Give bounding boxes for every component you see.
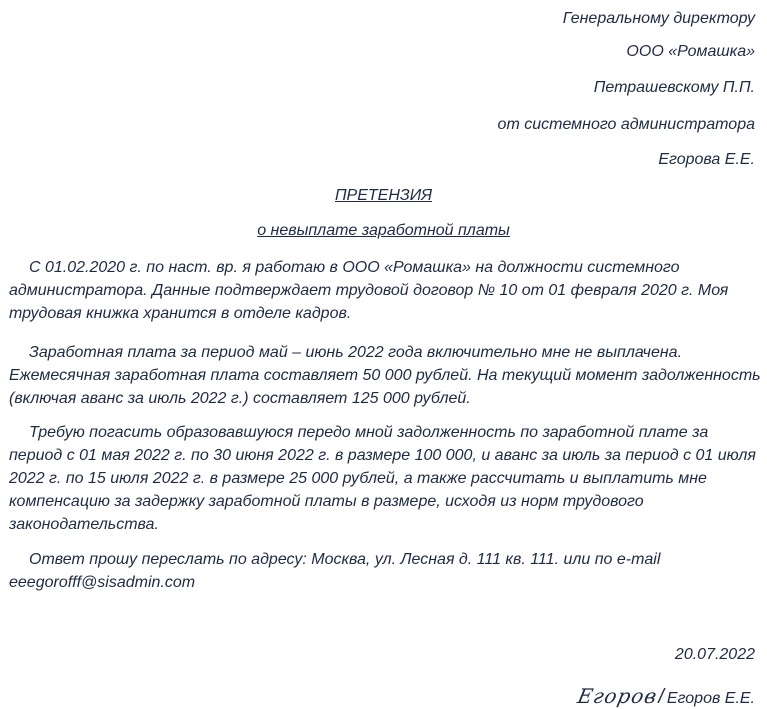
signatory-name: Егоров Е.Е.: [666, 690, 755, 707]
document-title: ПРЕТЕНЗИЯ: [334, 187, 433, 204]
addressee-position: Генеральному директору: [562, 10, 755, 27]
addressee-name: Петрашевскому П.П.: [593, 79, 755, 96]
paragraph-demand: Требую погасить образовавшуюся передо мной задолженность по заработной плате за период с 01 мая 2022 г. по 30 июня 2022 г. в размере 100 000, и аванс за июль за период с 01 июля 2022 г. по 15 июля 2022 г. в размере 25 000 рублей, а также рассчитать и выплатить мне компенсацию за задержку заработной платы в размере, исходя из норм трудового законодательства.: [9, 424, 756, 533]
sender-name: Егорова Е.Е.: [658, 151, 755, 168]
handwritten-signature: Егоров: [575, 684, 660, 708]
signature-separator: /: [658, 686, 664, 708]
document-date: 20.07.2022: [674, 646, 755, 663]
addressee-company: ООО «Ромашка»: [626, 43, 755, 60]
paragraph-debt: Заработная плата за период май – июнь 2022 года включительно мне не выплачена. Ежемесячная заработная плата составляет 50 000 рублей. На текущий момент задолженность (включая аванс за июль 2022 г.) составляет 125 000 рублей.: [9, 344, 761, 407]
signature-block: [575, 684, 755, 709]
paragraph-employment: С 01.02.2020 г. по наст. вр. я работаю в ООО «Ромашка» на должности системного администратора. Данные подтверждает трудовой договор № 10 от 01 февраля 2020 г. Моя трудовая книжка хранится в отделе кадров.: [9, 259, 729, 322]
paragraph-reply-address: Ответ прошу переслать по адресу: Москва, ул. Лесная д. 111 кв. 111. или по e-mail eeegorofff@sisadmin.com: [9, 551, 661, 591]
sender-position: от системного администратора: [497, 116, 755, 133]
document-subtitle: о невыплате заработной платы: [257, 222, 510, 239]
